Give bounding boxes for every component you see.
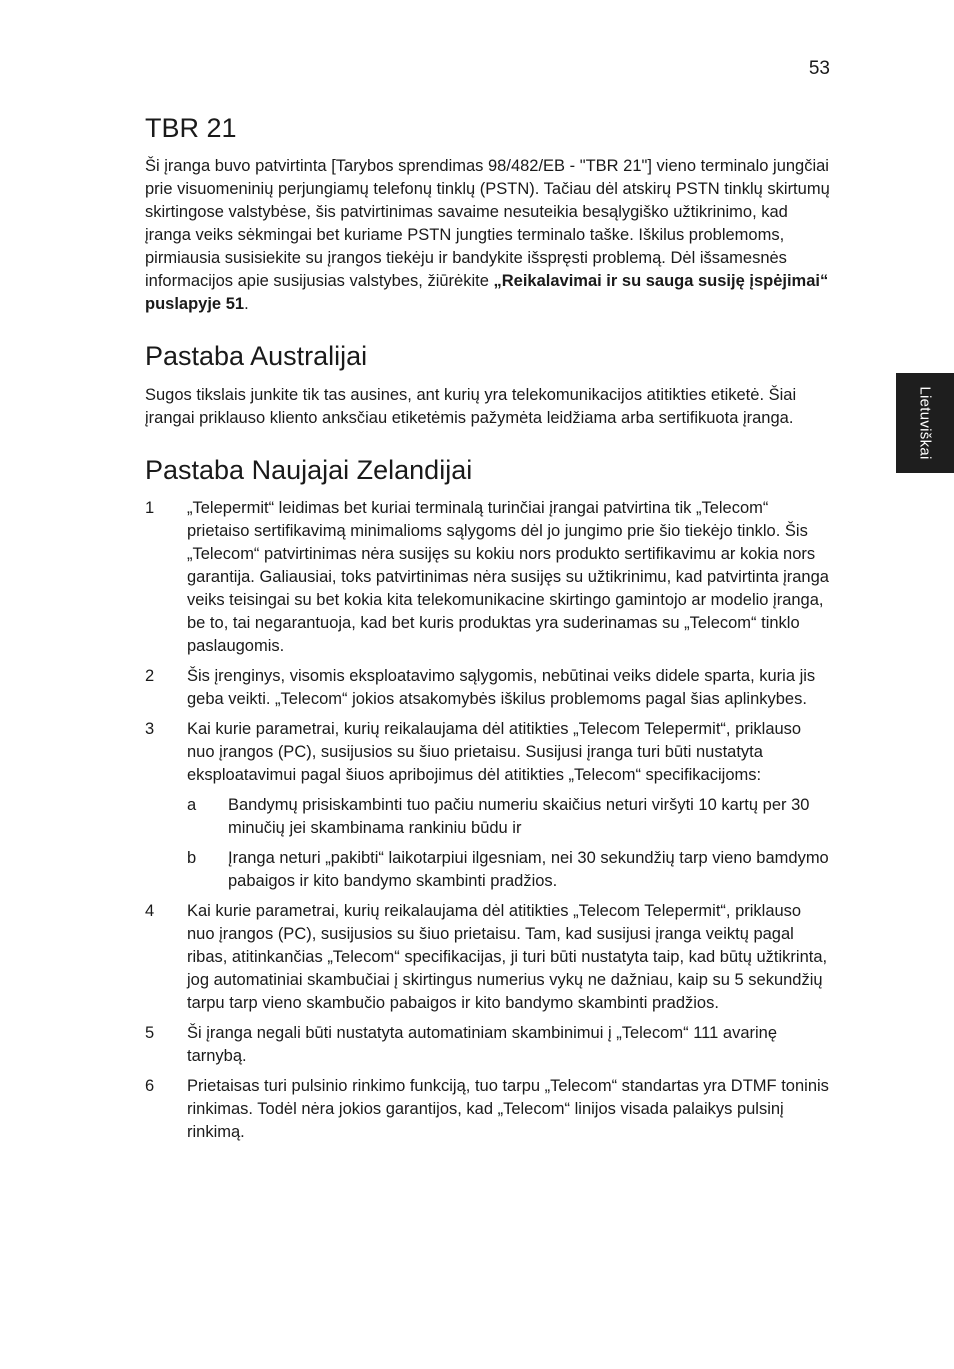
list-item-number: 5 [145, 1024, 155, 1043]
section-australia [145, 340, 830, 429]
language-tab-label: Lietuviškai [916, 386, 934, 460]
page-content [145, 112, 830, 1168]
section-tbr21 [145, 112, 830, 316]
sub-list-item-text: Bandymų prisiskambinti tuo pačiu numeriu skaičius neturi viršyti 10 kartų per 30 minučių jei skambinama rankiniu būdu ir [228, 796, 810, 838]
list-item-text: Kai kurie parametrai, kurių reikalaujama dėl atitikties „Telecom Telepermit“, priklauso nuo įrangos (PC), susijusios su šiuo prietaisu. Tam, kad susijusi įranga veiktų pagal ribas, atitinkančias „Telecom“ specifikacijas, ji turi būti nustatyta taip, kad būtų užtikrinta, jog automatiniai skambučiai į skirtingus numerius vykų ne dažniau, kaip su 5 sekundžių tarpu tarp vieno skambučio pabaigos ir kito bandymo skambinti pradžios. [187, 902, 828, 1013]
list-item-text: Prietaisas turi pulsinio rinkimo funkciją, tuo tarpu „Telecom“ standartas yra DTMF toninis rinkimas. Todėl nėra jokios garantijos, kad „Telecom“ linijos visada palaikys pulsinį rinkimą. [187, 1077, 829, 1142]
list-item-body [187, 718, 830, 893]
list-item [145, 1022, 830, 1068]
page-number: 53 [808, 58, 830, 79]
section-title-tbr21: TBR 21 [145, 113, 237, 143]
list-item-number: 3 [145, 720, 155, 739]
language-side-tab [896, 373, 954, 473]
list-item [145, 497, 830, 658]
list-item [145, 900, 830, 1015]
list-item-text: Šis įrenginys, visomis eksploatavimo sąlygomis, nebūtinai veiks didele sparta, kuria jis geba veikti. „Telecom“ jokios atsakomybės iškilus problemoms pagal šias aplinkybes. [187, 667, 816, 709]
tbr21-text: Ši įranga buvo patvirtinta [Tarybos sprendimas 98/482/EB - "TBR 21"] vieno terminalo jungčiai prie visuomeninių perjungiamų telefonų tinklų (PSTN). Tačiau dėl atskirų PSTN tinklų skirtumų skirtingose valstybėse, šis patvirtinimas savaime nesuteikia besąlygiško užtikrinimo, kad įranga veiks sėkmingai bet kuriame PSTN jungties terminalo taške. Iškilus problemoms, pirmiausia susisiekite su įrangos tiekėju ir bandykite išspręsti problemą. Dėl išsamesnės informacijos apie susijusias valstybes, žiūrėkite [145, 157, 830, 291]
list-item-number: 4 [145, 902, 155, 921]
sub-list-item [187, 847, 830, 893]
list-item-number: 6 [145, 1077, 155, 1096]
australia-paragraph: Sugos tikslais junkite tik tas ausines, ant kurių yra telekomunikacijos atitikties etiketė. Šiai įrangai priklauso kliento anksčiau etiketėmis pažymėta leidžiama arba sertifikuota įranga. [145, 385, 797, 427]
section-title-new-zealand: Pastaba Naujajai Zelandijai [145, 454, 473, 485]
sub-list-item [187, 794, 830, 840]
tbr21-text-end: . [244, 295, 249, 314]
sub-list-item-letter: b [187, 849, 197, 868]
list-item-text: „Telepermit“ leidimas bet kuriai terminalą turinčiai įrangai patvirtina tik „Telecom“ prietaiso sertifikavimą minimalioms sąlygoms dėl jo jungimo prie šio tiekėjo tinklo. Šis „Telecom“ patvirtinimas nėra susijęs su kokiu nors produkto sertifikavimu ar kokia nors garantija. Galiausiai, toks patvirtinimas nėra susijęs su užtikrinimu, kad patvirtinta įranga veiks teisingai su bet kokia kita telekomunikacine skirtingo gamintojo ar modelio įranga, be to, tai negarantuoja, kad bet kuris produktas yra suderinamas su „Telecom“ tinklo paslaugomis. [187, 499, 829, 656]
tbr21-paragraph [145, 155, 830, 316]
list-item [145, 1075, 830, 1144]
list-item [145, 665, 830, 711]
list-item [145, 718, 830, 893]
section-new-zealand [145, 454, 830, 1144]
tbr21-reference-link[interactable]: „Reikalavimai ir su sauga susiję įspėjimai“ puslapyje 51 [145, 272, 829, 314]
list-item-text: Ši įranga negali būti nustatyta automatiniam skambinimui į „Telecom“ 111 avarinę tarnybą. [187, 1024, 778, 1066]
sub-list-item-letter: a [187, 796, 197, 815]
list-item-number: 1 [145, 499, 155, 518]
list-item-number: 2 [145, 667, 155, 686]
list-item-text: Kai kurie parametrai, kurių reikalaujama dėl atitikties „Telecom Telepermit“, priklauso nuo įrangos (PC), susijusios su šiuo prietaisu. Susijusi įranga turi būti nustatyta eksploatavimui pagal šiuos apribojimus dėl atitikties „Telecom“ specifikacijoms: [187, 720, 802, 785]
sub-list-item-text: Įranga neturi „pakibti“ laikotarpiui ilgesniam, nei 30 sekundžių tarp vieno bamdymo pabaigos ir kito bandymo skambinti pradžios. [228, 849, 829, 891]
section-title-australia: Pastaba Australijai [145, 341, 368, 372]
